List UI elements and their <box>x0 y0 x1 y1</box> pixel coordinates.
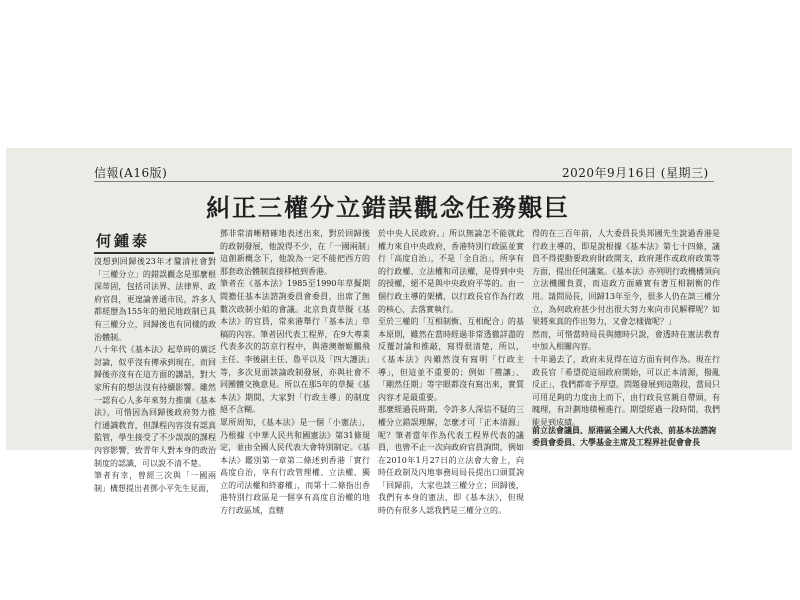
headline: 糾正三權分立錯誤觀念任務艱巨 <box>206 193 570 222</box>
author-name: 何鍾泰 <box>96 232 151 250</box>
newspaper-clipping <box>6 148 792 516</box>
article-column-2: 鄧非常清晰精確地表述出來，對於回歸後的政制發展，他說得不少，在「一國兩制」這創新概念下，他說為一定不能把西方的那套政治體制直接移植到香港。 筆者在《基本法》1985至1990年草擬期間擔任基本法諮詢委員會委員，出席了無數次政制小組的會議。北京負責草擬《基本法》的官員，常來港舉行「基本法」草稿的內容。筆者因代表工程界，在9大專業代表多次的訪京行程中，與港澳辦姬鵬飛主任、李後副主任、魯平以及「四大護法」等，多次見面談論政制發展，亦與社會不同團體交換意見。所以在那5年的草擬《基本法》期間，大家對「行政主導」的制度絕不含糊。 眾所周知，《基本法》是一個「小憲法」，乃根據《中華人民共和國憲法》第31條規定，並由全國人民代表大會特別制定。《基本法》鑑別第一章第二條述到香港「實行高度自治，享有行政管理權、立法權、獨立的司法權和終審權」，而第十二條指出香港特別行政區是一個享有高度自治權的地方行政區域，直轄 <box>220 229 370 516</box>
article-column-4: 得的在三百年前，人大委員長吳邦國先生說過香港是行政主導的，即是說根據《基本法》第七十四條，議員不得提動要政府財政開支，政府運作或政府政策等方面，提出任何議案。《基本法》亦列明行政機構須向立法機關負責，而這政方面確實有著互相制衡的作用。請問局長，回歸13年至今，很多人仍在談三權分立，為何政府甚少付出很大努力來向市民解釋呢？如果將來真的作出努力，又會怎樣做呢？」 然而，可惜當時局長與總時只說，會透時在憲法教育中加入相關內容。 十年過去了，政府未見得在這方面有何作為。現在行政長官「希望從這屆政府開始，可以正本清源，撥亂反正」，我們都寄予厚望。問題發展到這階段，當局只可用足夠的力度由上而下，由行政長官親自帶頭，有魄理，有計劃地積極進行。期望經過一段時間，我們能見到成績。 <box>532 229 720 427</box>
author-bio: 前立法會議員、原港區全國人大代表、前基本法諮詢委員會委員、大學基金主席及工程界社促會會長 <box>532 425 716 447</box>
article-column-3: 於中央人民政府。」所以無論怎不能就此權力來自中央政府，香港特別行政區並實行「高度自治」，不是「全自治」，所享有的行政權、立法權和司法權，是得到中央的授權，絕不是與中央政府平等的。由一個行政主導的架構，以行政長官作為行政的核心，去落實執行。 至於三權的「互相制衡、互相配合」的基本原則，雖然在當時經過非常透徹詳盡的反覆討論和推敲，寫得很清楚，所以，《基本法》內雖然沒有寫明「行政主導」，但這並不重要的；例如「禮讓」、「剛然任期」等字眼都沒有寫出來，實質內容才是最重要。 那麼經過長時期，令許多人深信不疑的三權分立錯誤理解，怎麼才可「正本清源」呢？筆者當年作為代表工程界代表的議員，也曾不止一次向政府官員詢問，例如在2010年1月27日的立法會大會上，向時任政制及內地事務局局長提出口頭質詢「回歸前，大家也談三權分立；回歸後，我們有本身的憲法，即《基本法》，但現時仍有很多人認我們是三權分立的。 <box>378 229 524 516</box>
article-column-1: 沒想到回歸後23年才釐清社會對「三權分立」的錯誤觀念是那麼根深蒂固，包括司法界、法律界、政府官員，更遑論普通市民，許多人都經歷為155年的殖民地政制已具有三權分立，回歸後也有同樣的政治體制。 八十年代《基本法》起草時的廣泛討論，似乎沒有傳承到現在，而回歸後亦沒有在這方面的講話，對大家所有的想法沒有持續影響。雖然一認有心人多年來努力推廣《基本法》，可惜因為回歸後政府努力推行通識教育，但課程內容沒有認真監管，學生接受了不少誤誤的課程內容影響，致青年人對本身的政治制度的認識，可以說不清不楚。 筆者有幸，曾經三次與「一國兩制」構想提出者鄧小平先生見面， <box>94 257 216 493</box>
header-rule <box>94 181 714 182</box>
author-underline <box>94 252 214 254</box>
publication-name: 信報(A16版) <box>94 166 168 180</box>
publication-date: 2020年9月16日 (星期三) <box>562 166 709 180</box>
